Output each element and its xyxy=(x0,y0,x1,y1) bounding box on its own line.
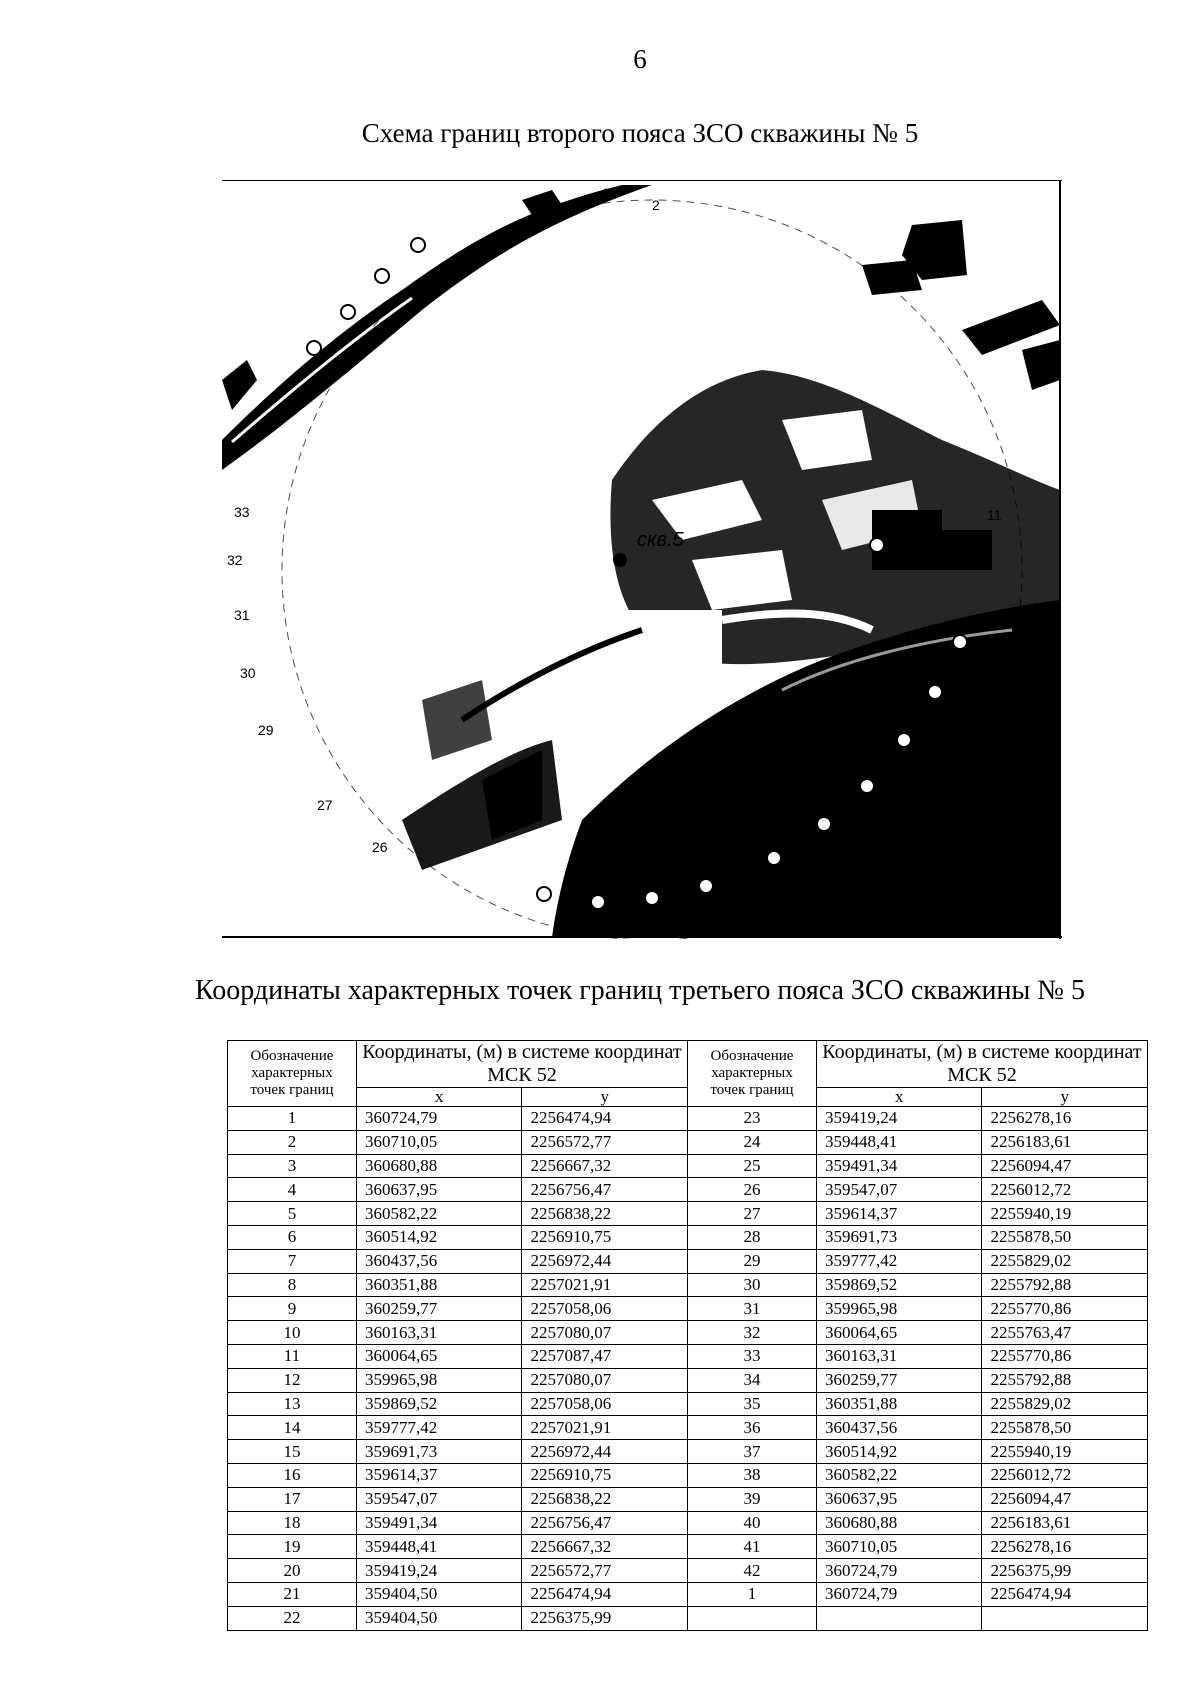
y-value: 2256183,61 xyxy=(982,1511,1148,1535)
point-label-29: 29 xyxy=(258,722,274,738)
point-id: 20 xyxy=(228,1559,357,1583)
point-id: 36 xyxy=(687,1416,816,1440)
table-body xyxy=(228,1107,1148,1631)
point-label-27: 27 xyxy=(317,797,333,813)
y-value: 2256278,16 xyxy=(982,1535,1148,1559)
x-value: 359547,07 xyxy=(816,1178,982,1202)
point-id: 31 xyxy=(687,1297,816,1321)
point-id: 14 xyxy=(228,1416,357,1440)
y-value: 2256756,47 xyxy=(522,1178,688,1202)
x-value: 359777,42 xyxy=(356,1416,522,1440)
table-row xyxy=(228,1559,1148,1583)
x-value: 359691,73 xyxy=(356,1440,522,1464)
point-id: 37 xyxy=(687,1440,816,1464)
x-value xyxy=(816,1606,982,1630)
point-id: 21 xyxy=(228,1582,357,1606)
y-value: 2256838,22 xyxy=(522,1487,688,1511)
page-number: 6 xyxy=(633,44,647,74)
x-value: 359448,41 xyxy=(356,1535,522,1559)
point-label-33: 33 xyxy=(234,504,250,520)
point-id: 25 xyxy=(687,1154,816,1178)
x-value: 359691,73 xyxy=(816,1225,982,1249)
y-value: 2255763,47 xyxy=(982,1321,1148,1345)
y-value: 2257021,91 xyxy=(522,1273,688,1297)
point-id: 34 xyxy=(687,1368,816,1392)
map-image xyxy=(222,180,1062,939)
point-label-26: 26 xyxy=(372,839,388,855)
point-id: 17 xyxy=(228,1487,357,1511)
point-id: 24 xyxy=(687,1130,816,1154)
y-value xyxy=(982,1606,1148,1630)
point-id: 29 xyxy=(687,1249,816,1273)
y-value: 2255878,50 xyxy=(982,1225,1148,1249)
table-row xyxy=(228,1154,1148,1178)
y-value: 2257058,06 xyxy=(522,1297,688,1321)
point-id xyxy=(687,1606,816,1630)
point-id: 8 xyxy=(228,1273,357,1297)
y-value: 2255792,88 xyxy=(982,1273,1148,1297)
table-row xyxy=(228,1202,1148,1226)
x-value: 360437,56 xyxy=(356,1249,522,1273)
table-row xyxy=(228,1535,1148,1559)
x-value: 360514,92 xyxy=(356,1225,522,1249)
y-value: 2256375,99 xyxy=(522,1606,688,1630)
table-title: Координаты характерных точек границ третьего пояса ЗСО скважины № 5 xyxy=(194,975,1085,1006)
x-value: 359869,52 xyxy=(356,1392,522,1416)
x-value: 360680,88 xyxy=(816,1511,982,1535)
table-row xyxy=(228,1392,1148,1416)
point-id: 26 xyxy=(687,1178,816,1202)
header-point: Обозначение характерных точек границ xyxy=(228,1041,357,1107)
x-value: 360724,79 xyxy=(816,1559,982,1583)
y-value: 2255878,50 xyxy=(982,1416,1148,1440)
x-value: 360582,22 xyxy=(816,1463,982,1487)
y-value: 2255792,88 xyxy=(982,1368,1148,1392)
x-value: 360514,92 xyxy=(816,1440,982,1464)
x-value: 360163,31 xyxy=(816,1344,982,1368)
table-row xyxy=(228,1368,1148,1392)
header-x: x xyxy=(816,1088,982,1107)
point-id: 11 xyxy=(228,1344,357,1368)
table-header-row xyxy=(228,1041,1148,1088)
point-id: 27 xyxy=(687,1202,816,1226)
y-value: 2256474,94 xyxy=(522,1582,688,1606)
point-id: 16 xyxy=(228,1463,357,1487)
point-id: 35 xyxy=(687,1392,816,1416)
y-value: 2256572,77 xyxy=(522,1559,688,1583)
table-row xyxy=(228,1225,1148,1249)
x-value: 360724,79 xyxy=(356,1107,522,1131)
x-value: 359869,52 xyxy=(816,1273,982,1297)
point-label-1: 1 xyxy=(602,185,610,201)
y-value: 2256667,32 xyxy=(522,1535,688,1559)
y-value: 2257021,91 xyxy=(522,1416,688,1440)
x-value: 360351,88 xyxy=(816,1392,982,1416)
header-y: y xyxy=(982,1088,1148,1107)
well-label: скв.5 xyxy=(637,529,684,551)
x-value: 360259,77 xyxy=(816,1368,982,1392)
point-id: 23 xyxy=(687,1107,816,1131)
point-id: 1 xyxy=(687,1582,816,1606)
y-value: 2257080,07 xyxy=(522,1368,688,1392)
y-value: 2256012,72 xyxy=(982,1178,1148,1202)
point-label-2: 2 xyxy=(652,197,660,213)
table-row xyxy=(228,1463,1148,1487)
x-value: 360637,95 xyxy=(356,1178,522,1202)
x-value: 359448,41 xyxy=(816,1130,982,1154)
point-id: 30 xyxy=(687,1273,816,1297)
table-row xyxy=(228,1297,1148,1321)
x-value: 359614,37 xyxy=(816,1202,982,1226)
point-id: 33 xyxy=(687,1344,816,1368)
y-value: 2256910,75 xyxy=(522,1463,688,1487)
x-value: 360351,88 xyxy=(356,1273,522,1297)
point-id: 19 xyxy=(228,1535,357,1559)
y-value: 2256278,16 xyxy=(982,1107,1148,1131)
y-value: 2255829,02 xyxy=(982,1249,1148,1273)
x-value: 360680,88 xyxy=(356,1154,522,1178)
x-value: 359419,24 xyxy=(816,1107,982,1131)
y-value: 2256667,32 xyxy=(522,1154,688,1178)
y-value: 2255940,19 xyxy=(982,1440,1148,1464)
coordinates-table xyxy=(227,1040,1148,1631)
point-id: 4 xyxy=(228,1178,357,1202)
x-value: 360064,65 xyxy=(816,1321,982,1345)
point-id: 15 xyxy=(228,1440,357,1464)
y-value: 2257058,06 xyxy=(522,1392,688,1416)
header-point: Обозначение характерных точек границ xyxy=(687,1041,816,1107)
point-id: 9 xyxy=(228,1297,357,1321)
point-id: 12 xyxy=(228,1368,357,1392)
table-row xyxy=(228,1130,1148,1154)
table-row xyxy=(228,1487,1148,1511)
x-value: 359965,98 xyxy=(356,1368,522,1392)
y-value: 2256474,94 xyxy=(522,1107,688,1131)
point-label-31: 31 xyxy=(234,607,250,623)
table-row xyxy=(228,1249,1148,1273)
point-id: 18 xyxy=(228,1511,357,1535)
header-x: x xyxy=(356,1088,522,1107)
y-value: 2256183,61 xyxy=(982,1130,1148,1154)
table-row xyxy=(228,1511,1148,1535)
x-value: 360710,05 xyxy=(356,1130,522,1154)
table-row xyxy=(228,1416,1148,1440)
y-value: 2255940,19 xyxy=(982,1202,1148,1226)
y-value: 2257080,07 xyxy=(522,1321,688,1345)
y-value: 2256012,72 xyxy=(982,1463,1148,1487)
point-id: 13 xyxy=(228,1392,357,1416)
table-row xyxy=(228,1178,1148,1202)
y-value: 2255829,02 xyxy=(982,1392,1148,1416)
x-value: 359965,98 xyxy=(816,1297,982,1321)
y-value: 2256474,94 xyxy=(982,1582,1148,1606)
header-coords: Координаты, (м) в системе координат МСК 52 xyxy=(356,1041,687,1088)
x-value: 359404,50 xyxy=(356,1606,522,1630)
x-value: 359491,34 xyxy=(816,1154,982,1178)
y-value: 2255770,86 xyxy=(982,1344,1148,1368)
x-value: 359491,34 xyxy=(356,1511,522,1535)
point-id: 1 xyxy=(228,1107,357,1131)
point-id: 7 xyxy=(228,1249,357,1273)
table-row xyxy=(228,1344,1148,1368)
x-value: 359614,37 xyxy=(356,1463,522,1487)
y-value: 2256910,75 xyxy=(522,1225,688,1249)
point-id: 39 xyxy=(687,1487,816,1511)
zone-boundary-map xyxy=(222,180,1062,939)
y-value: 2256838,22 xyxy=(522,1202,688,1226)
x-value: 360437,56 xyxy=(816,1416,982,1440)
x-value: 360710,05 xyxy=(816,1535,982,1559)
table-row xyxy=(228,1321,1148,1345)
header-coords: Координаты, (м) в системе координат МСК 52 xyxy=(816,1041,1147,1088)
point-id: 40 xyxy=(687,1511,816,1535)
point-label-30: 30 xyxy=(240,665,256,681)
point-id: 6 xyxy=(228,1225,357,1249)
y-value: 2256094,47 xyxy=(982,1154,1148,1178)
y-value: 2256094,47 xyxy=(982,1487,1148,1511)
point-id: 10 xyxy=(228,1321,357,1345)
header-y: y xyxy=(522,1088,688,1107)
x-value: 360582,22 xyxy=(356,1202,522,1226)
point-label-32: 32 xyxy=(227,552,243,568)
y-value: 2255770,86 xyxy=(982,1297,1148,1321)
y-value: 2256375,99 xyxy=(982,1559,1148,1583)
point-id: 38 xyxy=(687,1463,816,1487)
y-value: 2257087,47 xyxy=(522,1344,688,1368)
x-value: 359547,07 xyxy=(356,1487,522,1511)
point-id: 28 xyxy=(687,1225,816,1249)
y-value: 2256756,47 xyxy=(522,1511,688,1535)
point-id: 41 xyxy=(687,1535,816,1559)
point-id: 2 xyxy=(228,1130,357,1154)
x-value: 360724,79 xyxy=(816,1582,982,1606)
y-value: 2256972,44 xyxy=(522,1249,688,1273)
x-value: 359777,42 xyxy=(816,1249,982,1273)
y-value: 2256572,77 xyxy=(522,1130,688,1154)
table-row xyxy=(228,1606,1148,1630)
map-title: Схема границ второго пояса ЗСО скважины № 5 xyxy=(361,118,919,148)
table-row xyxy=(228,1273,1148,1297)
table-row xyxy=(228,1440,1148,1464)
x-value: 360064,65 xyxy=(356,1344,522,1368)
point-id: 22 xyxy=(228,1606,357,1630)
y-value: 2256972,44 xyxy=(522,1440,688,1464)
x-value: 360163,31 xyxy=(356,1321,522,1345)
point-label-11: 11 xyxy=(987,507,1002,523)
point-id: 3 xyxy=(228,1154,357,1178)
x-value: 360259,77 xyxy=(356,1297,522,1321)
point-id: 42 xyxy=(687,1559,816,1583)
point-id: 32 xyxy=(687,1321,816,1345)
point-id: 5 xyxy=(228,1202,357,1226)
table-row xyxy=(228,1582,1148,1606)
x-value: 359419,24 xyxy=(356,1559,522,1583)
x-value: 359404,50 xyxy=(356,1582,522,1606)
x-value: 360637,95 xyxy=(816,1487,982,1511)
table-row xyxy=(228,1107,1148,1131)
